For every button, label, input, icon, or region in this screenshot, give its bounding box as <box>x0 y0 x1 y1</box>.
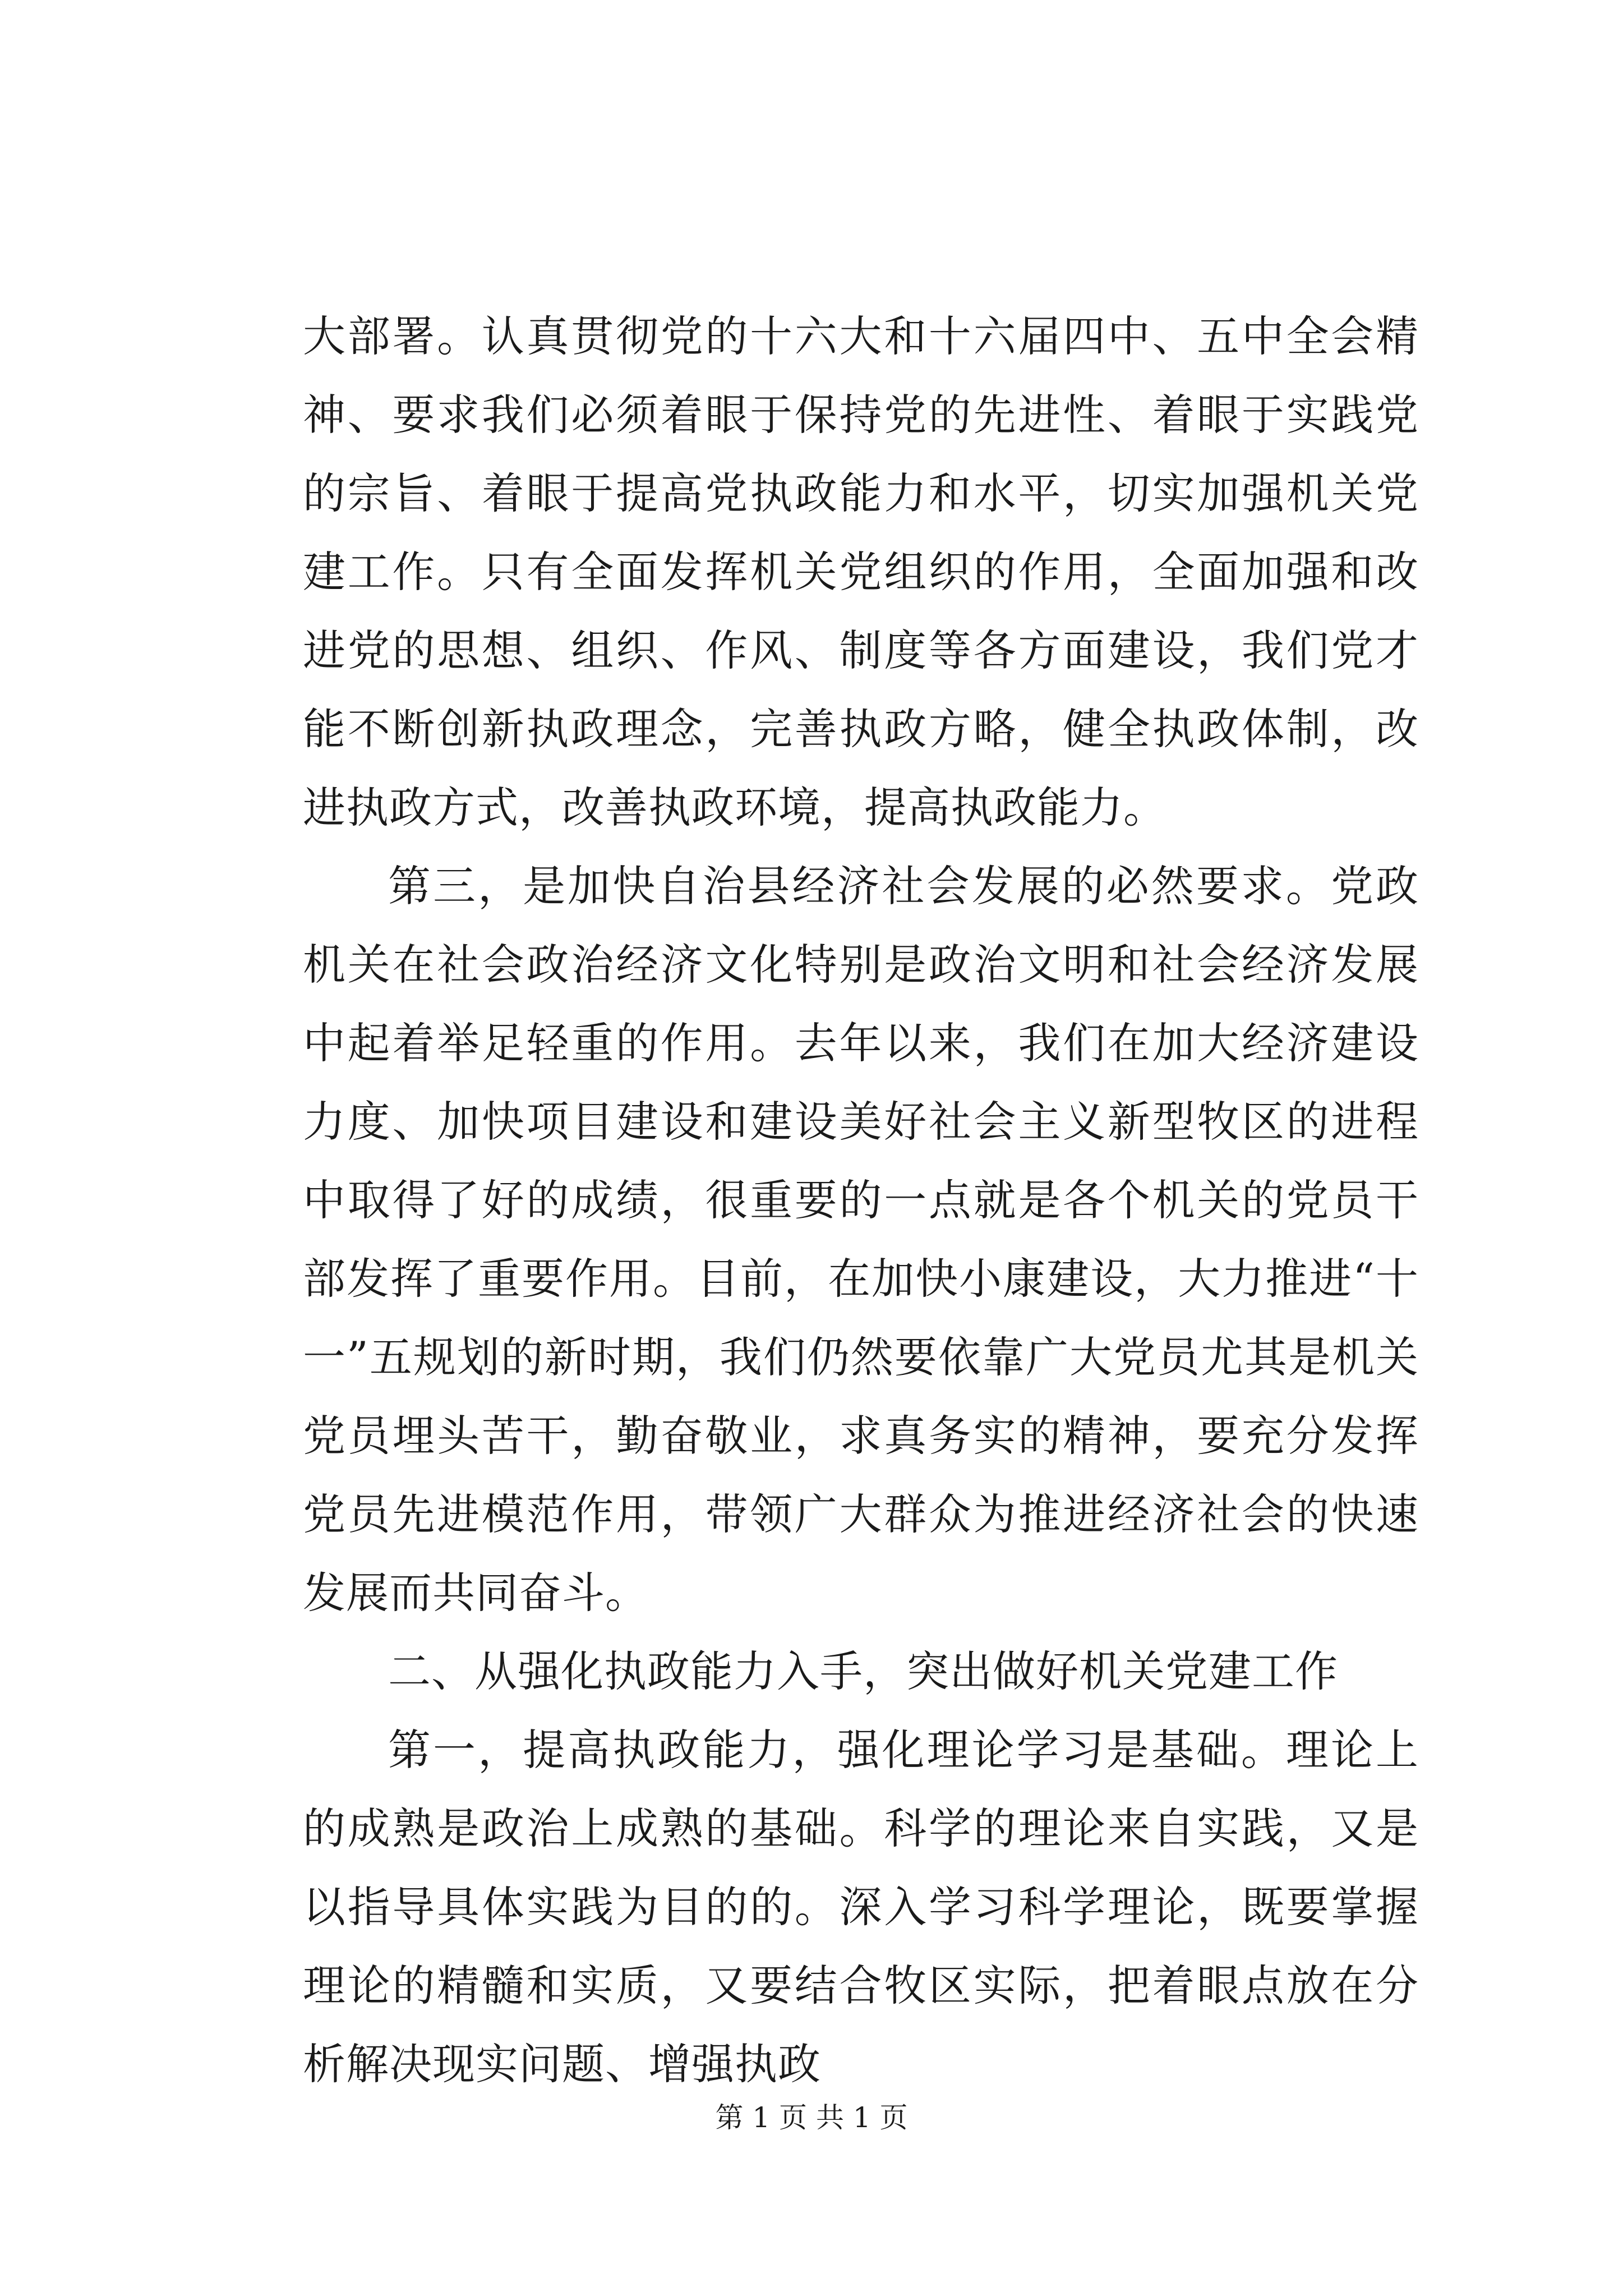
paragraph-third-point: 第三，是加快自治县经济社会发展的必然要求。党政机关在社会政治经济文化特别是政治文明和社会经济发展中起着举足轻重的作用。去年以来，我们在加大经济建设力度、加快项目建设和建设美好社会主义新型牧区的进程中取得了好的成绩，很重要的一点就是各个机关的党员干部发挥了重要作用。目前，在加快小康建设，大力推进“十一”五规划的新时期，我们仍然要依靠广大党员尤其是机关党员埋头苦干，勤奋敬业，求真务实的精神，要充分发挥党员先进模范作用，带领广大群众为推进经济社会的快速发展而共同奋斗。 <box>303 861 1419 1618</box>
document-body <box>303 297 1419 2104</box>
paragraph-continuation: 大部署。认真贯彻党的十六大和十六届四中、五中全会精神、要求我们必须着眼于保持党的先进性、着眼于实践党的宗旨、着眼于提高党执政能力和水平，切实加强机关党建工作。只有全面发挥机关党组织的作用，全面加强和改进党的思想、组织、作风、制度等各方面建设，我们党才能不断创新执政理念，完善执政方略，健全执政体制，改进执政方式，改善执政环境，提高执政能力。 <box>303 311 1419 832</box>
paragraph-first-point: 第一，提高执政能力，强化理论学习是基础。理论上的成熟是政治上成熟的基础。科学的理论来自实践，又是以指导具体实践为目的的。深入学习科学理论，既要掌握理论的精髓和实质，又要结合牧区实际，把着眼点放在分析解决现实问题、增强执政 <box>303 1725 1419 2089</box>
page-footer: 第 1 页 共 1 页 <box>715 2101 908 2134</box>
section-heading: 二、从强化执政能力入手，突出做好机关党建工作 <box>388 1646 1338 1696</box>
